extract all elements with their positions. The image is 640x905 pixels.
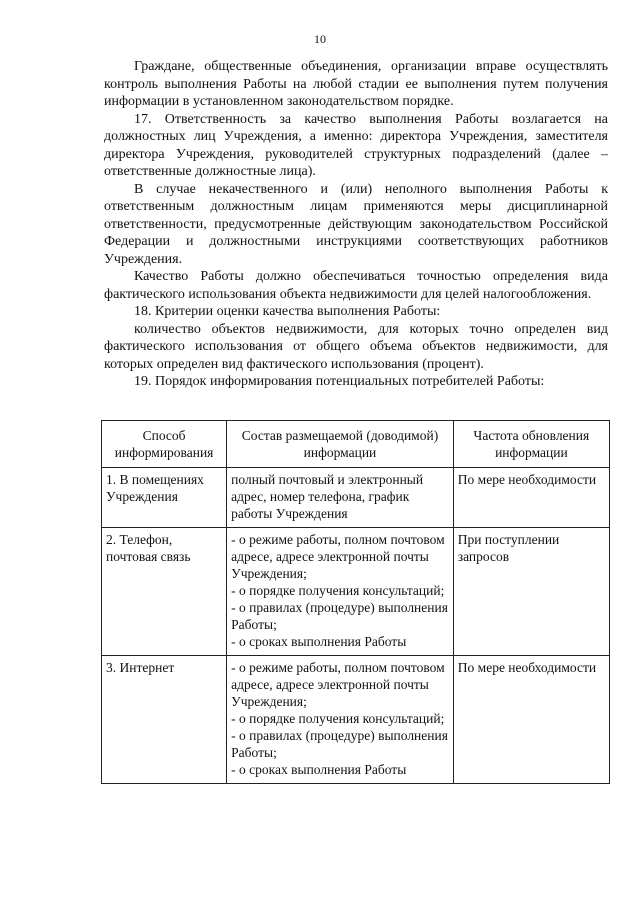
content-line: - о режиме работы, полном почтовом адресе, адресе электронной почты Учреждения;	[231, 532, 445, 581]
paragraph-work-quality: Качество Работы должно обеспечиваться точностью определения вида фактического использования объекта недвижимости для целей налогообложения.	[104, 269, 608, 302]
paragraph-item-19: 19. Порядок информирования потенциальных потребителей Работы:	[134, 374, 545, 389]
table-row	[102, 528, 610, 656]
paragraph-item-18: 18. Критерии оценки качества выполнения Работы:	[134, 304, 441, 319]
content-line: полный почтовый и электронный адрес, номер телефона, график работы Учреждения	[231, 472, 424, 521]
row-frequency: По мере необходимости	[453, 656, 609, 784]
paragraph-criteria: количество объектов недвижимости, для которых точно определен вид фактического использования от общего объема объектов недвижимости, для которых определен вид фактического использования (процент).	[104, 321, 608, 372]
content-line: - о порядке получения консультаций;	[231, 711, 445, 726]
row-content	[227, 468, 454, 528]
paragraph-disciplinary-measures: В случае некачественного и (или) неполного выполнения Работы к ответственным должностным лицам применяются меры дисциплинарной ответственности, предусмотренные действующим законодательством Российской Федерации и должностными инструкциями соответствующих работников Учреждения.	[104, 181, 608, 267]
content-line: - о правилах (процедуре) выполнения Работы;	[231, 728, 448, 760]
row-frequency: По мере необходимости	[453, 468, 609, 528]
content-line: - о порядке получения консультаций;	[231, 583, 445, 598]
paragraph-item-17: 17. Ответственность за качество выполнения Работы возлагается на должностных лиц Учреждения, а именно: директора Учреждения, заместителя директора Учреждения, руководителей структурных подразделений (далее – ответственные должностные лица).	[104, 111, 608, 179]
body-text	[104, 58, 608, 391]
paragraph-citizen-control: Граждане, общественные объединения, организации вправе осуществлять контроль выполнения Работы на любой стадии ее выполнения путем получения информации в установленном законодательством порядке.	[104, 59, 608, 109]
row-frequency: При поступлении запросов	[453, 528, 609, 656]
header-method: Способ информирования	[102, 421, 227, 468]
row-content	[227, 656, 454, 784]
table-row	[102, 468, 610, 528]
content-line: - о режиме работы, полном почтовом адресе, адресе электронной почты Учреждения;	[231, 660, 445, 709]
content-line: - о сроках выполнения Работы	[231, 634, 407, 649]
header-frequency: Частота обновления информации	[453, 421, 609, 468]
content-line: - о правилах (процедуре) выполнения Работы;	[231, 600, 448, 632]
row-content	[227, 528, 454, 656]
table-header-row	[102, 421, 610, 468]
page-number: 10	[314, 32, 326, 46]
header-content: Состав размещаемой (доводимой) информации	[227, 421, 454, 468]
row-method: 3. Интернет	[102, 656, 227, 784]
row-method: 1. В помещениях Учреждения	[102, 468, 227, 528]
informing-table	[101, 420, 610, 784]
table-row	[102, 656, 610, 784]
content-line: - о сроках выполнения Работы	[231, 762, 407, 777]
row-method: 2. Телефон, почтовая связь	[102, 528, 227, 656]
